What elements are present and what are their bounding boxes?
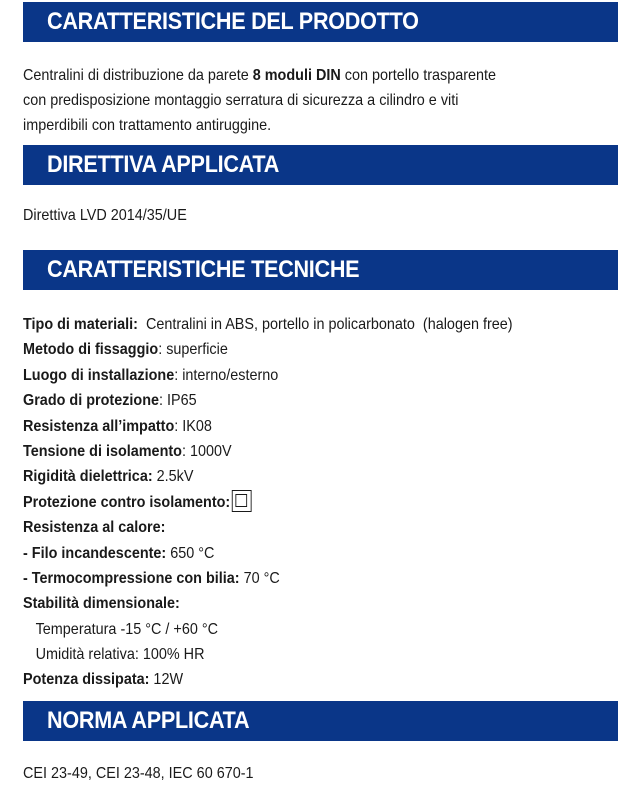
spec-row-dielectric: Rigidità dielettrica: 2.5kV [23,468,194,486]
spec-row-insulation-protection: Protezione contro isolamento: [23,490,581,515]
double-square-icon [232,490,252,512]
spec-row-protection-grade: Grado di protezione: IP65 [23,392,197,410]
section-title: CARATTERISTICHE DEL PRODOTTO [47,8,419,35]
spec-row-dimensional-stability: Stabilità dimensionale: [23,595,180,613]
spec-row-humidity: Umidità relativa: 100% HR [35,646,205,664]
norm-text: CEI 23-49, CEI 23-48, IEC 60 670-1 [23,765,254,782]
description-line-3: imperdibili con trattamento antiruggine. [23,117,272,134]
section-header-direttiva [23,145,618,185]
spec-row-power: Potenza dissipata: 12W [23,671,184,689]
modules-highlight: 8 moduli DIN [252,67,341,84]
section-header-prodotto [23,2,618,42]
spec-row-heat-resistance: Resistenza al calore: [23,519,166,537]
spec-row-temperature: Temperatura -15 °C / +60 °C [35,620,219,638]
spec-row-glow-wire: - Filo incandescente: 650 °C [23,544,215,562]
spec-row-insulation-voltage: Tensione di isolamento: 1000V [23,442,232,460]
spec-row-mounting: Metodo di fissaggio: superficie [23,341,228,359]
directive-text: Direttiva LVD 2014/35/UE [23,207,187,224]
section-title: CARATTERISTICHE TECNICHE [47,256,360,283]
technical-specs-list [23,312,581,693]
section-title: DIRETTIVA APPLICATA [47,151,280,178]
section-header-tecniche [23,250,618,290]
description-line-2: con predisposizione montaggio serratura di sicurezza a cilindro e viti [23,92,459,109]
section-title: NORMA APPLICATA [47,707,250,734]
spec-row-impact: Resistenza all’impatto: IK08 [23,417,212,435]
section-header-norma [23,701,618,741]
description-line-1: Centralini di distribuzione da parete 8 moduli DIN con portello trasparente [23,67,497,84]
spec-row-ball-pressure: - Termocompressione con bilia: 70 °C [23,569,280,587]
spec-row-installation: Luogo di installazione: interno/esterno [23,366,279,384]
spec-row-materials: Tipo di materiali: Centralini in ABS, portello in policarbonato (halogen free) [23,316,513,333]
product-description [23,63,563,138]
